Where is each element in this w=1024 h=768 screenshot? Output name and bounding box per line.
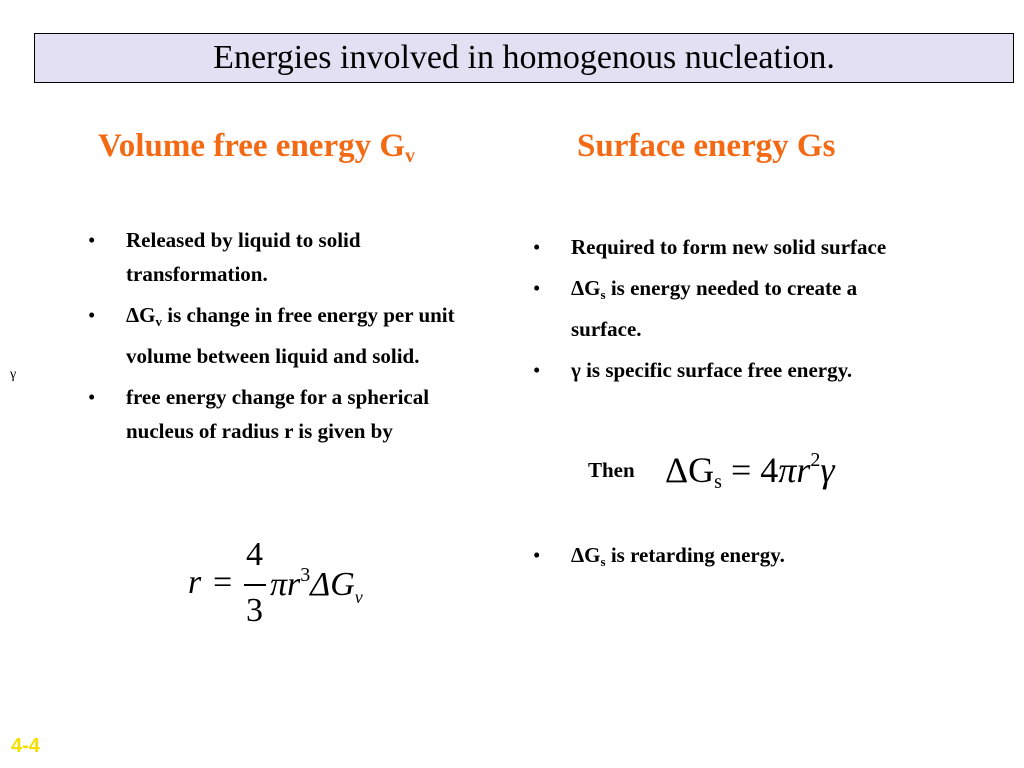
fraction-bar xyxy=(244,584,266,586)
left-bullet-3-text: free energy change for a spherical nucleus of radius r is given by xyxy=(126,385,430,443)
retarding-bullet-list xyxy=(533,538,913,586)
fraction-numerator: 4 xyxy=(246,536,263,573)
surface-gamma: γ xyxy=(820,450,835,490)
square-exponent: 2 xyxy=(810,449,821,471)
surface-delta-g: ΔG xyxy=(665,450,715,490)
delta-g-subscript: v xyxy=(354,587,363,607)
surface-coefficient: 4 xyxy=(760,450,779,490)
left-bullet-2-subscript: v xyxy=(155,314,163,329)
surface-energy-heading: Surface energy Gs xyxy=(577,128,836,164)
right-bullet-2 xyxy=(533,271,913,346)
right-bullet-4-subscript: s xyxy=(600,554,606,569)
left-bullet-2-text: is change in free energy per unit volume between liquid and solid. xyxy=(126,303,455,368)
delta-g-symbol: ΔG xyxy=(310,566,355,603)
right-bullet-2-subscript: s xyxy=(600,287,606,302)
surface-radius: r xyxy=(796,450,811,490)
equation-rhs xyxy=(270,564,363,608)
right-bullet-1-text: Required to form new solid surface xyxy=(571,235,887,259)
page-number: 4-4 xyxy=(11,735,40,757)
fraction-denominator: 3 xyxy=(246,592,263,629)
surface-delta-g-subscript: s xyxy=(714,471,722,493)
stray-gamma-symbol: γ xyxy=(10,367,17,382)
surface-equals: = xyxy=(730,450,752,490)
right-bullet-4-prefix: ΔG xyxy=(571,543,601,567)
left-bullet-3 xyxy=(88,380,488,448)
right-bullet-1 xyxy=(533,230,913,264)
right-bullet-4-text: is retarding energy. xyxy=(605,543,785,567)
surface-energy-equation xyxy=(665,450,835,492)
left-heading-subscript: v xyxy=(405,145,416,167)
right-bullet-4 xyxy=(533,538,913,579)
right-bullet-3-text: γ is specific surface free energy. xyxy=(571,358,853,382)
equals-sign: = xyxy=(213,564,233,601)
right-bullet-list xyxy=(533,230,913,394)
volume-energy-equation xyxy=(188,536,408,636)
left-bullet-2 xyxy=(88,298,488,373)
pi-symbol: π xyxy=(270,566,288,603)
right-bullet-2-prefix: ΔG xyxy=(571,276,601,300)
slide-title: Energies involved in homogenous nucleation. xyxy=(34,33,1014,83)
right-bullet-2-text: is energy needed to create a surface. xyxy=(571,276,858,341)
right-bullet-3 xyxy=(533,353,913,387)
volume-free-energy-heading xyxy=(98,130,415,166)
left-bullet-1 xyxy=(88,223,488,291)
radius-symbol: r xyxy=(287,566,301,603)
cube-exponent: 3 xyxy=(300,564,311,586)
surface-pi: π xyxy=(778,450,797,490)
then-label: Then xyxy=(588,458,635,482)
left-bullet-1-text: Released by liquid to solid transformation. xyxy=(126,228,361,286)
equation-lhs: r xyxy=(188,564,202,601)
left-bullet-2-prefix: ΔG xyxy=(126,303,156,327)
left-heading-text: Volume free energy G xyxy=(98,128,406,164)
left-bullet-list xyxy=(88,223,488,455)
